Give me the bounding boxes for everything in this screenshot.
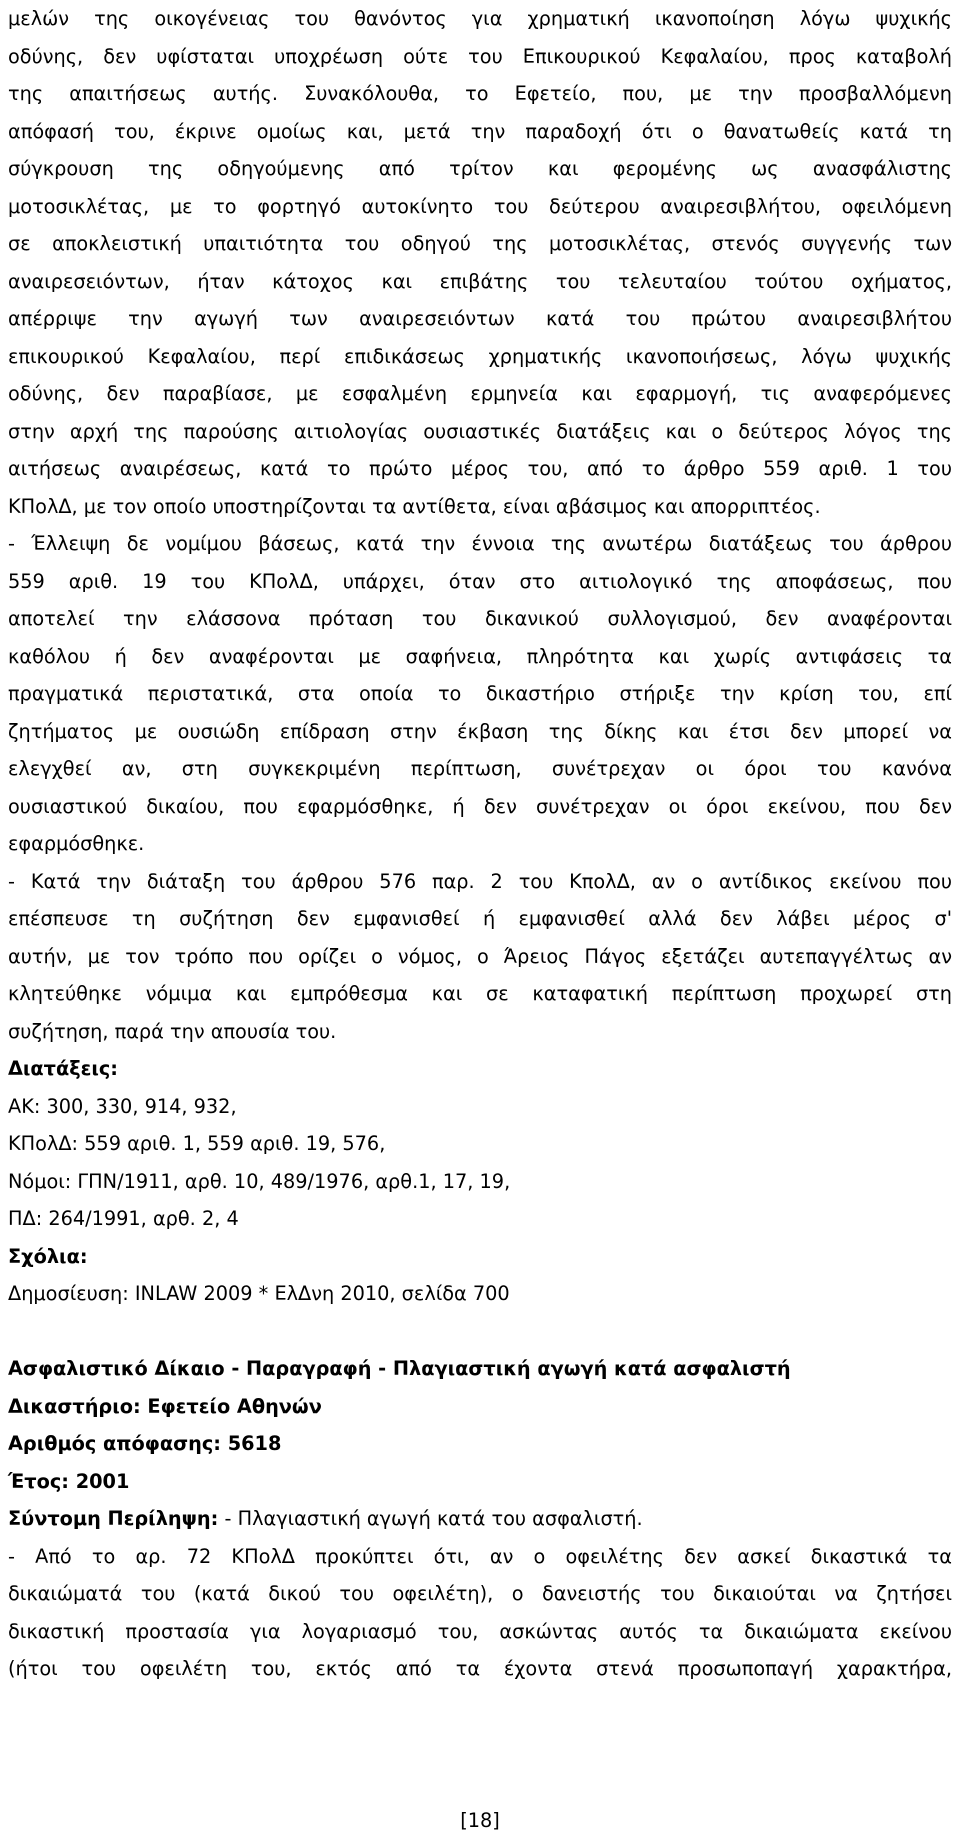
body-line: οδύνης, δεν υφίσταται υποχρέωση ούτε του Επικουρικού Κεφαλαίου, προς καταβολή	[8, 44, 952, 68]
body-line: της απαιτήσεως αυτής. Συνακόλουθα, το Εφετείο, που, με την προσβαλλόμενη	[8, 82, 952, 105]
provision-item: ΚΠολΔ: 559 αριθ. 1, 559 αριθ. 19, 576,	[8, 1132, 386, 1155]
body-line: ουσιαστικού δικαίου, που εφαρμόσθηκε, ή δεν συνέτρεχαν οι όροι εκείνου, που δεν	[8, 794, 952, 818]
body-line: αιτήσεως αναιρέσεως, κατά το πρώτο μέρος του, από το άρθρο 559 αριθ. 1 του	[8, 457, 952, 480]
body-line: ζητήματος με ουσιώδη επίδραση στην έκβαση της δίκης και έτσι δεν μπορεί να	[8, 719, 952, 743]
body-line: - Έλλειψη δε νομίμου βάσεως, κατά την έννοια της ανωτέρω διατάξεως του άρθρου	[8, 532, 952, 555]
provision-item: Νόμοι: ΓΠΝ/1911, αρθ. 10, 489/1976, αρθ.1, 17, 19,	[8, 1169, 511, 1193]
summary-text: - Πλαγιαστική αγωγή κατά του ασφαλιστή.	[218, 1507, 643, 1530]
body-line: ελεγχθεί αν, στη συγκεκριμένη περίπτωση, συνέτρεχαν οι όροι του κανόνα	[8, 757, 952, 780]
body-line: σε αποκλειστική υπαιτιότητα του οδηγού της μοτοσικλέτας, στενός συγγενής των	[8, 232, 952, 255]
document-body	[8, 0, 952, 1688]
case-court: Δικαστήριο: Εφετείο Αθηνών	[8, 1394, 322, 1418]
case-summary	[8, 1500, 952, 1538]
page-number: [18]	[460, 1809, 500, 1832]
case-year: Έτος: 2001	[8, 1469, 130, 1493]
body-line: σύγκρουση της οδηγούμενης από τρίτον και φερομένης ως ανασφάλιστης	[8, 157, 952, 180]
case-body-line: δικαιώματά του (κατά δικού του οφειλέτη), ο δανειστής του δικαιούται να ζητήσει	[8, 1582, 952, 1605]
body-line: εφαρμόσθηκε.	[8, 832, 145, 855]
provision-item: ΠΔ: 264/1991, αρθ. 2, 4	[8, 1207, 239, 1230]
body-line: μελών της οικογένειας του θανόντος για χρηματική ικανοποίηση λόγω ψυχικής	[8, 7, 952, 30]
case-decision-number: Αριθμός απόφασης: 5618	[8, 1432, 282, 1455]
body-line: αποτελεί την ελάσσονα πρόταση του δικανικού συλλογισμού, δεν αναφέρονται	[8, 607, 952, 630]
case-body-line: - Από το αρ. 72 ΚΠολΔ προκύπτει ότι, αν ο οφειλέτης δεν ασκεί δικαστικά τα	[8, 1544, 952, 1568]
section-gap	[8, 1313, 952, 1351]
case-title: Ασφαλιστικό Δίκαιο - Παραγραφή - Πλαγιαστική αγωγή κατά ασφαλιστή	[8, 1357, 791, 1380]
body-line: απόφασή του, έκρινε ομοίως και, μετά την παραδοχή ότι ο θανατωθείς κατά τη	[8, 119, 952, 143]
body-line: μοτοσικλέτας, με το φορτηγό αυτοκίνητο του δεύτερου αναιρεσιβλήτου, οφειλόμενη	[8, 194, 952, 218]
provision-item: ΑΚ: 300, 330, 914, 932,	[8, 1094, 237, 1118]
body-line: πραγματικά περιστατικά, στα οποία το δικαστήριο στήριξε την κρίση του, επί	[8, 682, 952, 705]
body-line: 559 αριθ. 19 του ΚΠολΔ, υπάρχει, όταν στο αιτιολογικό της αποφάσεως, που	[8, 569, 952, 593]
summary-label: Σύντομη Περίληψη:	[8, 1507, 219, 1530]
comments-text: Δημοσίευση: INLAW 2009 * ΕλΔνη 2010, σελίδα 700	[8, 1282, 510, 1305]
body-line: οδύνης, δεν παραβίασε, με εσφαλμένη ερμηνεία και εφαρμογή, τις αναφερόμενες	[8, 382, 952, 405]
body-line: συζήτηση, παρά την απουσία του.	[8, 1019, 337, 1043]
body-line: επικουρικού Κεφαλαίου, περί επιδικάσεως χρηματικής ικανοποιήσεως, λόγω ψυχικής	[8, 344, 952, 368]
body-line: - Κατά την διάταξη του άρθρου 576 παρ. 2 του ΚπολΔ, αν ο αντίδικος εκείνου που	[8, 869, 952, 893]
body-line: αναιρεσειόντων, ήταν κάτοχος και επιβάτης του τελευταίου τούτου οχήματος,	[8, 269, 952, 293]
provisions-heading: Διατάξεις:	[8, 1057, 119, 1080]
body-line: επέσπευσε τη συζήτηση δεν εμφανισθεί ή εμφανισθεί αλλά δεν λάβει μέρος σ'	[8, 907, 952, 930]
case-body-line: (ήτοι του οφειλέτη του, εκτός από τα έχοντα στενά προσωποπαγή χαρακτήρα,	[8, 1657, 952, 1680]
body-line: ΚΠολΔ, με τον οποίο υποστηρίζονται τα αντίθετα, είναι αβάσιμος και απορριπτέος.	[8, 494, 821, 518]
body-line: κλητεύθηκε νόμιμα και εμπρόθεσμα και σε καταφατική περίπτωση προχωρεί στη	[8, 982, 952, 1005]
body-line: στην αρχή της παρούσης αιτιολογίας ουσιαστικές διατάξεις και ο δεύτερος λόγος της	[8, 419, 952, 443]
body-line: αυτήν, με τον τρόπο που ορίζει ο νόμος, ο Άρειος Πάγος εξετάζει αυτεπαγγέλτως αν	[8, 944, 952, 968]
body-line: απέρριψε την αγωγή των αναιρεσειόντων κατά του πρώτου αναιρεσιβλήτου	[8, 307, 952, 330]
comments-heading: Σχόλια:	[8, 1244, 88, 1268]
body-line: καθόλου ή δεν αναφέρονται με σαφήνεια, πληρότητα και χωρίς αντιφάσεις τα	[8, 644, 952, 668]
case-body-line: δικαστική προστασία για λογαριασμό του, ασκώντας αυτός τα δικαιώματα εκείνου	[8, 1619, 952, 1643]
